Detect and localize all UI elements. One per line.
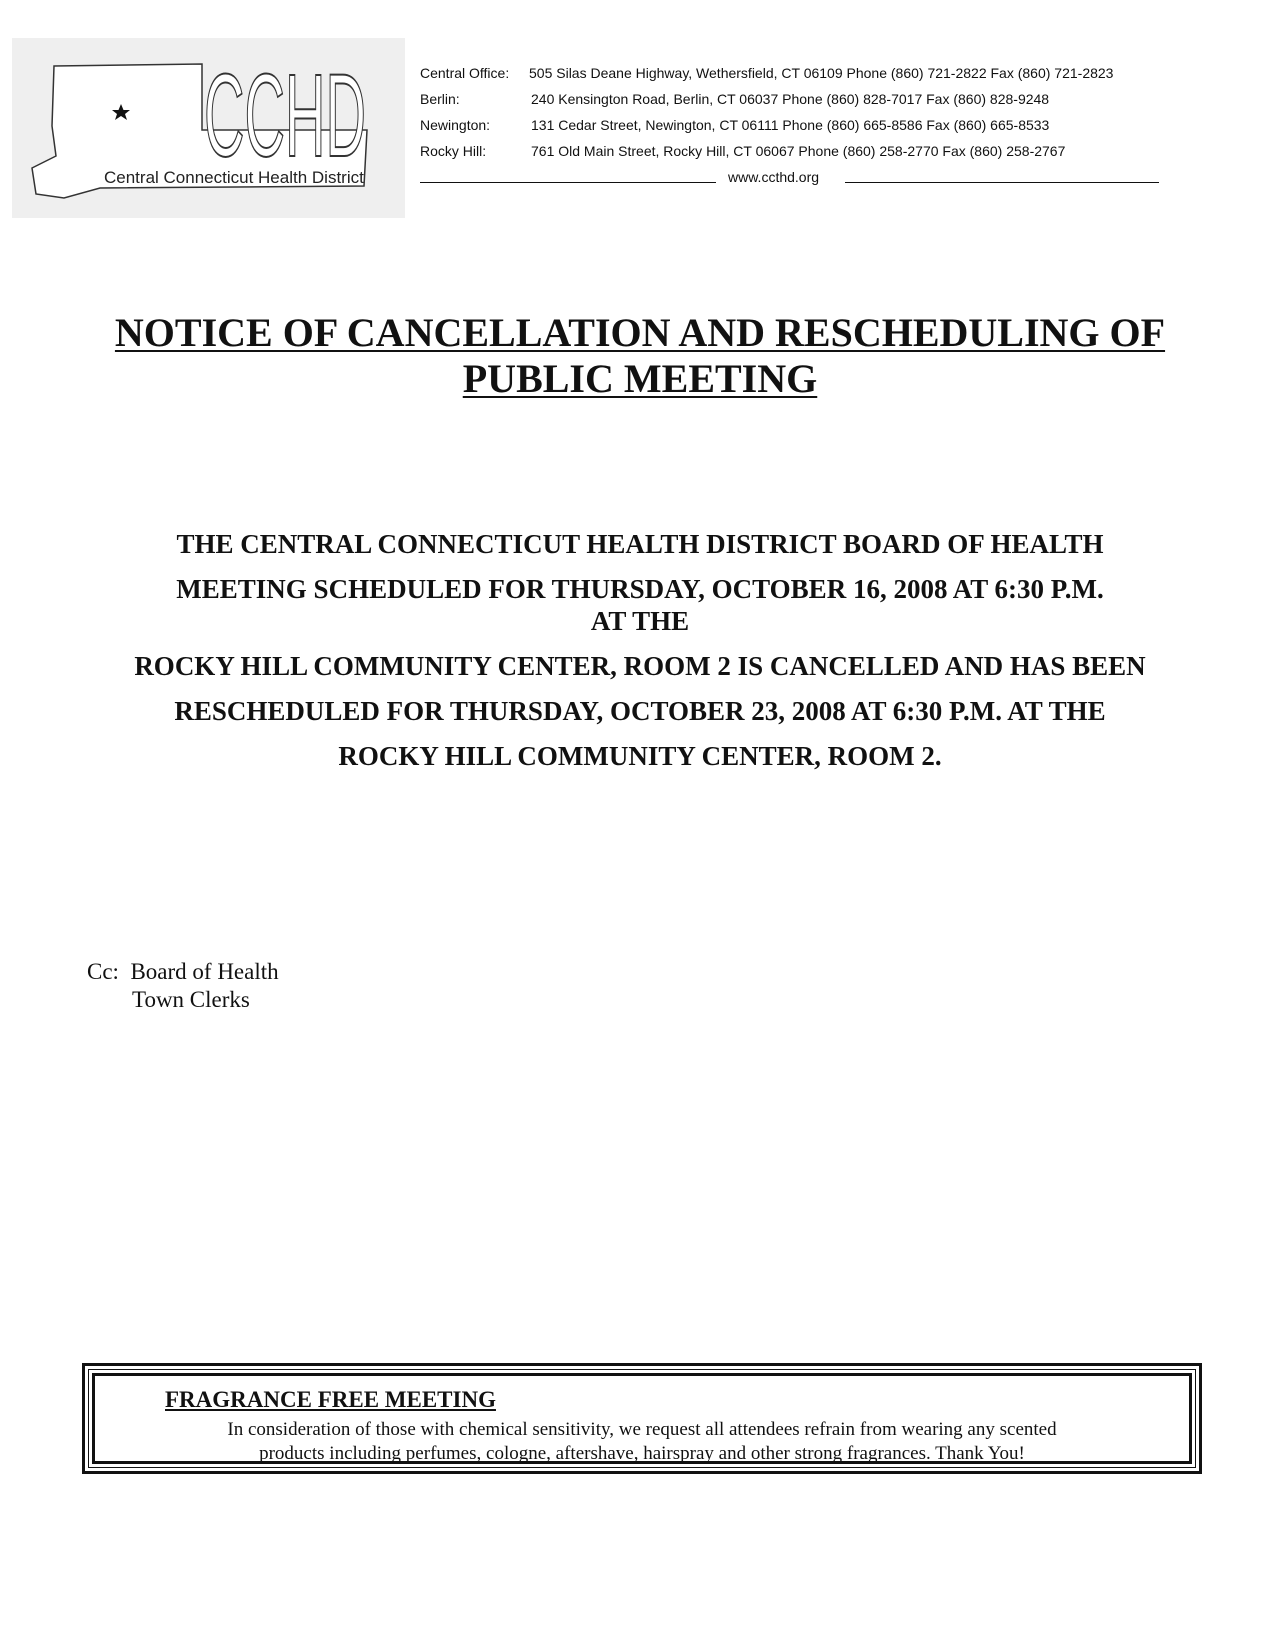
notice-line: THE CENTRAL CONNECTICUT HEALTH DISTRICT BOARD OF HEALTH	[176, 529, 1104, 559]
fragrance-heading: FRAGRANCE FREE MEETING	[165, 1387, 496, 1412]
office-label: Berlin:	[420, 91, 460, 107]
office-address: 761 Old Main Street, Rocky Hill, CT 06067 Phone (860) 258-2770 Fax (860) 258-2767	[531, 143, 1066, 159]
fragrance-line: products including perfumes, cologne, aftershave, hairspray and other strong fragrances. Thank You!	[259, 1443, 1025, 1464]
cc-recipient: Board of Health	[130, 959, 279, 984]
logo-letters: CCHD	[204, 50, 366, 182]
cc-label: Cc:	[87, 959, 119, 984]
divider	[420, 182, 716, 183]
divider	[845, 182, 1159, 183]
meeting-notice	[95, 528, 1185, 772]
fragrance-notice-box	[82, 1363, 1202, 1474]
notice-line: ROCKY HILL COMMUNITY CENTER, ROOM 2 IS CANCELLED AND HAS BEEN	[134, 651, 1146, 681]
website-line	[420, 168, 1160, 186]
connecticut-map-icon	[12, 38, 405, 218]
website-link[interactable]: www.ccthd.org	[728, 169, 820, 185]
fragrance-line: In consideration of those with chemical sensitivity, we request all attendees refrain from wearing any scented	[227, 1419, 1057, 1440]
office-address: 131 Cedar Street, Newington, CT 06111 Phone (860) 665-8586 Fax (860) 665-8533	[531, 117, 1050, 133]
title-line-1: NOTICE OF CANCELLATION AND RESCHEDULING OF	[114, 310, 1166, 355]
office-label: Rocky Hill:	[420, 143, 487, 159]
notice-line: ROCKY HILL COMMUNITY CENTER, ROOM 2.	[338, 741, 942, 771]
logo-tagline: Central Connecticut Health District	[104, 168, 364, 187]
page-title	[95, 310, 1185, 402]
office-label: Central Office:	[420, 65, 510, 81]
title-line-2: PUBLIC MEETING	[462, 356, 818, 401]
cc-block	[87, 958, 279, 1014]
cchd-logo	[12, 38, 405, 218]
cc-recipient: Town Clerks	[132, 987, 250, 1012]
office-address: 505 Silas Deane Highway, Wethersfield, CT 06109 Phone (860) 721-2822 Fax (860) 721-2823	[529, 65, 1114, 81]
office-label: Newington:	[420, 117, 491, 133]
fragrance-text	[85, 1418, 1199, 1466]
notice-line: MEETING SCHEDULED FOR THURSDAY, OCTOBER 16, 2008 AT 6:30 P.M. AT THE	[176, 574, 1104, 636]
office-address: 240 Kensington Road, Berlin, CT 06037 Phone (860) 828-7017 Fax (860) 828-9248	[531, 91, 1050, 107]
notice-line: RESCHEDULED FOR THURSDAY, OCTOBER 23, 2008 AT 6:30 P.M. AT THE	[174, 696, 1106, 726]
